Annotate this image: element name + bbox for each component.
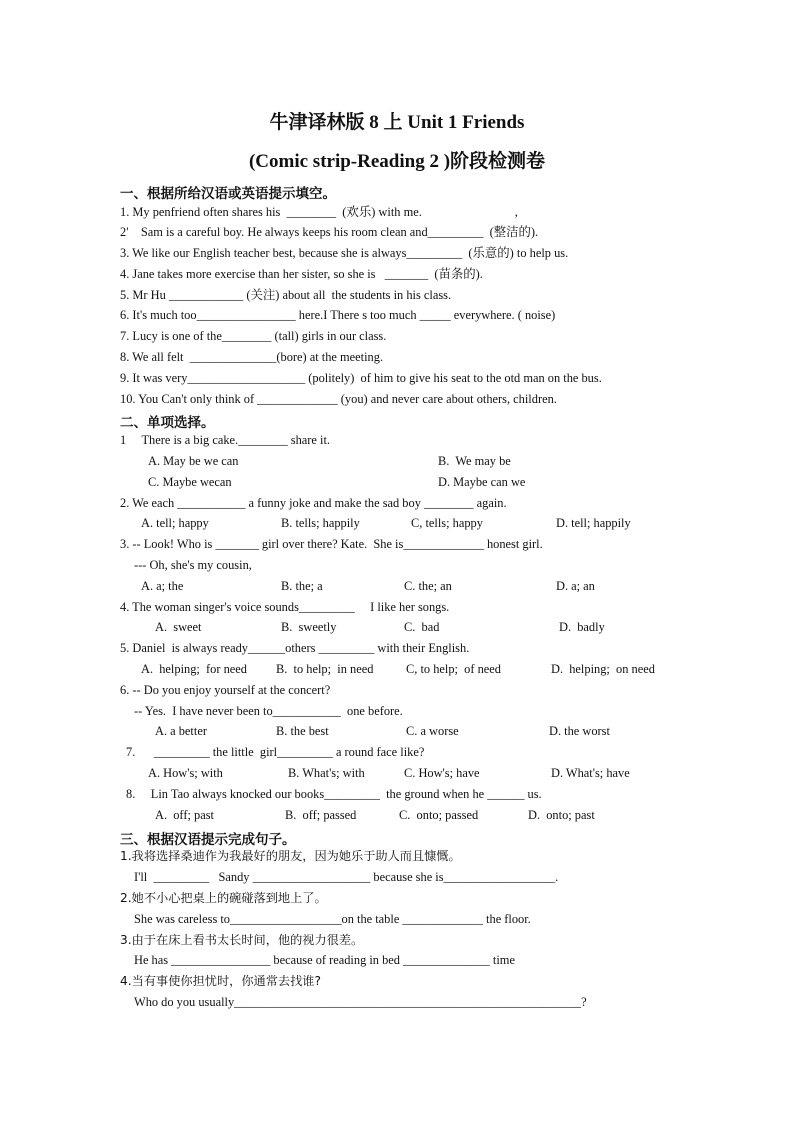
mc-option: A. a; the — [141, 579, 184, 593]
mc-option: D. badly — [559, 620, 605, 634]
mc-option: B. What's; with — [288, 766, 365, 780]
mc-option: A. How's; with — [148, 766, 223, 780]
mc-option: D. What's; have — [551, 766, 630, 780]
mc-option: A. helping; for need — [141, 662, 247, 676]
mc-option: B. off; passed — [285, 808, 357, 822]
translation-line: I'll _________ Sandy ___________________ because she is__________________. — [134, 870, 559, 884]
mc-option: D. Maybe can we — [438, 475, 526, 489]
mc-dialogue-line: --- Oh, she's my cousin, — [134, 558, 252, 572]
mc-option: D. helping; on need — [551, 662, 655, 676]
page-title: 牛津译林版 8 上 Unit 1 Friends — [269, 112, 525, 133]
question-line: 4. Jane takes more exercise than her sister, so she is _______ (苗条的). — [120, 267, 483, 281]
translation-line: She was careless to__________________on the table _____________ the floor. — [134, 912, 531, 926]
question-line: 2' Sam is a careful boy. He always keeps his room clean and_________ (整洁的). — [120, 225, 539, 239]
chinese-prompt: 4.当有事使你担忧时，你通常去找谁? — [120, 974, 321, 988]
mc-option: B. sweetly — [281, 620, 337, 634]
question-line: 6. It's much too________________ here.I There s too much _____ everywhere. ( noise) — [120, 308, 556, 322]
mc-option: A. tell; happy — [141, 516, 209, 530]
mc-option: A. sweet — [155, 620, 202, 634]
mc-question: 4. The woman singer's voice sounds_________ I like her songs. — [120, 600, 450, 614]
mc-option: D. onto; past — [528, 808, 595, 822]
mc-question: 3. -- Look! Who is _______ girl over there? Kate. She is_____________ honest girl. — [120, 537, 543, 551]
section-heading-multiple-choice: 二、单项选择。 — [120, 415, 215, 431]
mc-option: A. a better — [155, 724, 207, 738]
chinese-prompt: 2.她不小心把桌上的碗碰落到地上了。 — [120, 891, 327, 905]
mc-option: A. off; past — [155, 808, 214, 822]
mc-option: C. the; an — [404, 579, 452, 593]
mc-option: C. bad — [404, 620, 440, 634]
mc-question: 2. We each ___________ a funny joke and make the sad boy ________ again. — [120, 496, 507, 510]
section-heading-translation: 三、根据汉语提示完成句子。 — [120, 832, 296, 848]
mc-question: 6. -- Do you enjoy yourself at the concert? — [120, 683, 331, 697]
chinese-prompt: 3.由于在床上看书太长时间，他的视力很差。 — [120, 933, 364, 947]
mc-option: C. onto; passed — [399, 808, 479, 822]
mc-option: C, tells; happy — [411, 516, 483, 530]
mc-option: C. How's; have — [404, 766, 480, 780]
mc-question: 1 There is a big cake.________ share it. — [120, 433, 331, 447]
mc-option: C, to help; of need — [406, 662, 501, 676]
mc-option: A. May be we can — [148, 454, 239, 468]
mc-question: 5. Daniel is always ready______others _________ with their English. — [120, 641, 470, 655]
chinese-prompt: 1.我将选择桑迪作为我最好的朋友，因为她乐于助人而且慷慨。 — [120, 849, 461, 863]
mc-question: 7. _________ the little girl_________ a round face like? — [126, 745, 425, 759]
mc-option: B. the; a — [281, 579, 323, 593]
mc-option: D. the worst — [549, 724, 610, 738]
mc-option: C. Maybe wecan — [148, 475, 232, 489]
translation-line: He has ________________ because of reading in bed ______________ time — [134, 953, 515, 967]
mc-option: B. the best — [276, 724, 329, 738]
translation-line: Who do you usually________________________________________________________? — [134, 995, 587, 1009]
mc-option: B. We may be — [438, 454, 511, 468]
page-subtitle: (Comic strip-Reading 2 )阶段检测卷 — [248, 151, 546, 172]
question-line: 8. We all felt ______________(bore) at the meeting. — [120, 350, 384, 364]
mc-option: B. to help; in need — [276, 662, 374, 676]
mc-dialogue-line: -- Yes. I have never been to___________ one before. — [134, 704, 403, 718]
question-line: 7. Lucy is one of the________ (tall) girls in our class. — [120, 329, 387, 343]
section-heading-fill-in: 一、根据所给汉语或英语提示填空。 — [120, 186, 336, 202]
question-line: 5. Mr Hu ____________ (关注) about all the students in his class. — [120, 288, 452, 302]
question-line: 3. We like our English teacher best, because she is always_________ (乐意的) to help us. — [120, 246, 569, 260]
mc-option: C. a worse — [406, 724, 459, 738]
question-line: 9. It was very___________________ (politely) of him to give his seat to the otd man on the bus. — [120, 371, 602, 385]
question-line: 1. My penfriend often shares his ________ (欢乐) with me. , — [120, 205, 518, 219]
mc-option: D. a; an — [556, 579, 595, 593]
mc-question: 8. Lin Tao always knocked our books_________ the ground when he ______ us. — [126, 787, 542, 801]
question-line: 10. You Can't only think of _____________ (you) and never care about others, children. — [120, 392, 557, 406]
mc-option: B. tells; happily — [281, 516, 360, 530]
mc-option: D. tell; happily — [556, 516, 631, 530]
